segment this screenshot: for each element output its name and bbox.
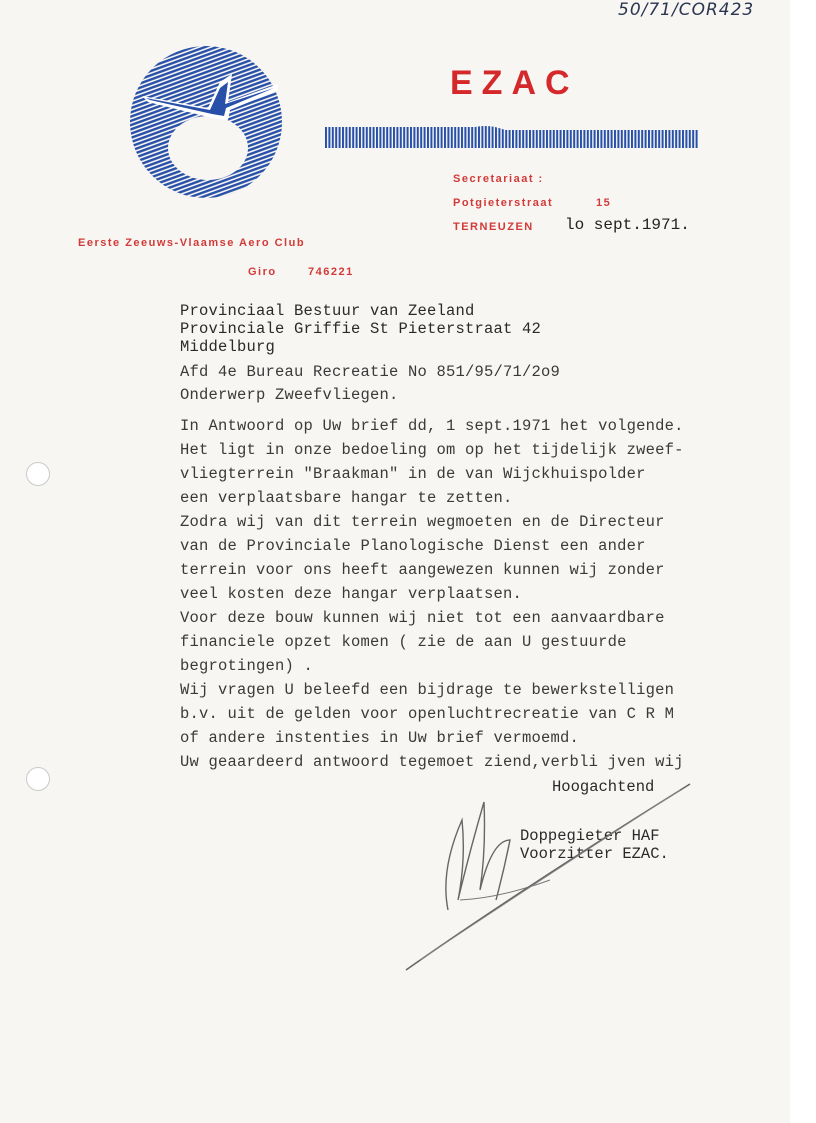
body-line: Zodra wij van dit terrein wegmoeten en de Directeur — [180, 513, 665, 531]
recipient-line: Provinciale Griffie St Pieterstraat 42 — [180, 320, 542, 338]
city-name: TERNEUZEN — [453, 221, 534, 233]
ezac-logo-icon — [128, 44, 284, 200]
body-line: Uw geaardeerd antwoord tegemoet ziend,verbli jven wij — [180, 753, 684, 771]
body-line: Het ligt in onze bedoeling om op het tijdelijk zweef- — [180, 441, 684, 459]
letterhead-bar — [325, 124, 698, 148]
body-line: een verplaatsbare hangar te zetten. — [180, 489, 513, 507]
body-line: van de Provinciale Planologische Dienst een ander — [180, 537, 646, 555]
body-line: veel kosten deze hangar verplaatsen. — [180, 585, 523, 603]
signatory-title: Voorzitter EZAC. — [520, 845, 669, 863]
brand-name: EZAC — [450, 64, 579, 102]
secretariat-label: Secretariaat : — [453, 173, 544, 185]
punch-hole — [26, 767, 50, 791]
body-line: b.v. uit de gelden voor openluchtrecreatie van C R M — [180, 705, 675, 723]
punch-hole — [26, 462, 50, 486]
archive-reference: 50/71/COR423 — [618, 0, 755, 20]
body-line: Voor deze bouw kunnen wij niet tot een aanvaardbare — [180, 609, 665, 627]
street-name: Potgieterstraat — [453, 197, 554, 209]
body-line: financiele opzet komen ( zie de aan U gestuurde — [180, 633, 627, 651]
body-line: begrotingen) . — [180, 657, 314, 675]
body-line: of andere instenties in Uw brief vermoemd. — [180, 729, 580, 747]
signatory-name: Doppegieter HAF — [520, 827, 660, 845]
giro-number: 746221 — [308, 266, 354, 278]
recipient-line: Middelburg — [180, 338, 276, 356]
recipient-line: Provinciaal Bestuur van Zeeland — [180, 302, 475, 320]
handwritten-signature — [400, 780, 700, 980]
body-line: Wij vragen U beleefd een bijdrage te bewerkstelligen — [180, 681, 675, 699]
closing-line: Hoogachtend — [552, 778, 655, 796]
body-line: vliegterrein "Braakman" in de van Wijckhuispolder — [180, 465, 646, 483]
body-line: terrein voor ons heeft aangewezen kunnen wij zonder — [180, 561, 665, 579]
house-number: 15 — [596, 197, 612, 209]
subject-line: Onderwerp Zweefvliegen. — [180, 386, 399, 404]
page-edge — [790, 0, 816, 1123]
body-line: In Antwoord op Uw brief dd, 1 sept.1971 het volgende. — [180, 417, 684, 435]
giro-label: Giro — [248, 266, 277, 278]
reference-line: Afd 4e Bureau Recreatie No 851/95/71/2o9 — [180, 363, 561, 381]
club-name: Eerste Zeeuws-Vlaamse Aero Club — [78, 237, 306, 249]
letter-date: lo sept.1971. — [565, 216, 690, 234]
